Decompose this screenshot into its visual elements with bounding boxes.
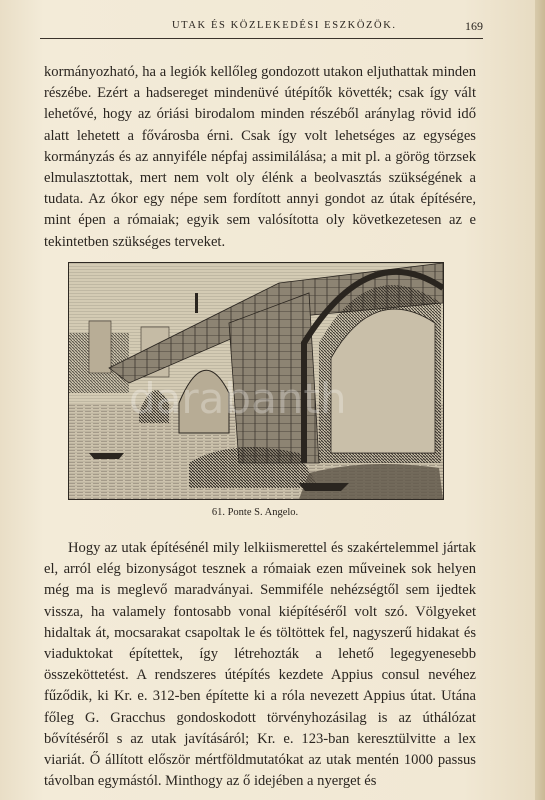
page-number: 169 (465, 19, 483, 33)
running-header (40, 14, 483, 39)
bridge-engraving (68, 262, 444, 500)
bridge-illustration (69, 263, 443, 499)
figure-caption: 61. Ponte S. Angelo. (211, 507, 299, 518)
page-edge (535, 0, 545, 800)
paragraph-2: Hogy az utak építésénél mily lelkiismerettel és szakértelemmel jártak el, arról elég bizonyságot tesznek a rómaiak ezen műveinek sok helyen még ma is meglevő maradványai. Semmiféle nehézségtől sem ijedtek vissza, ha valamely fontosabb vonal kiépítéséről volt szó. Völgyeket hidaltak át, mocsarakat csapoltak le és töltöttek fel, nagyszerű hidakat és viaduktokat építettek, így létrehozták a lehető legegyenesebb összeköttetést. A rendszeres útépítés kezdete Appius consul nevéhez fűződik, ki Kr. e. 312-ben építette ki a róla nevezett Appius útat. Utána főleg G. Gracchus gondoskodott törvényhozásilag is az úthálózat bővítéséről s az utak javításáról; Kr. e. 123-ban keresztülvitte a lex viariát. Ő állított először mértföldmutatókat az utak mentén 1000 passus távolban egymástól. Minthogy az ő idejében a nyerget és (44, 540, 476, 790)
watermark-text: darabanth (129, 374, 347, 423)
header-title: UTAK ÉS KÖZLEKEDÉSI ESZKÖZÖK. (172, 20, 397, 31)
paragraph-1: kormányozható, ha a legiók kellőleg gondozott utakon eljuthattak minden részébe. Ezért a hadsereget mindenüvé útépítők követték; csak így vált lehetővé, hogy az óriási birodalom minden részéből aránylag rövid idő alatt lehetett a fővárosba érni. Csak így volt lehetséges az egységes kormányzás és az annyiféle népfaj assimilálása; a mit pl. a görög törzsek elmulasztottak, mert nem volt oly élénk a beolvasztás szükségének a tudata. Az ókor egy népe sem fordított annyi gondot az útak építésére, mint épen a rómaiak; egyik sem valósította oly következetesen az e tekintetben szükséges terveket. (44, 64, 476, 250)
